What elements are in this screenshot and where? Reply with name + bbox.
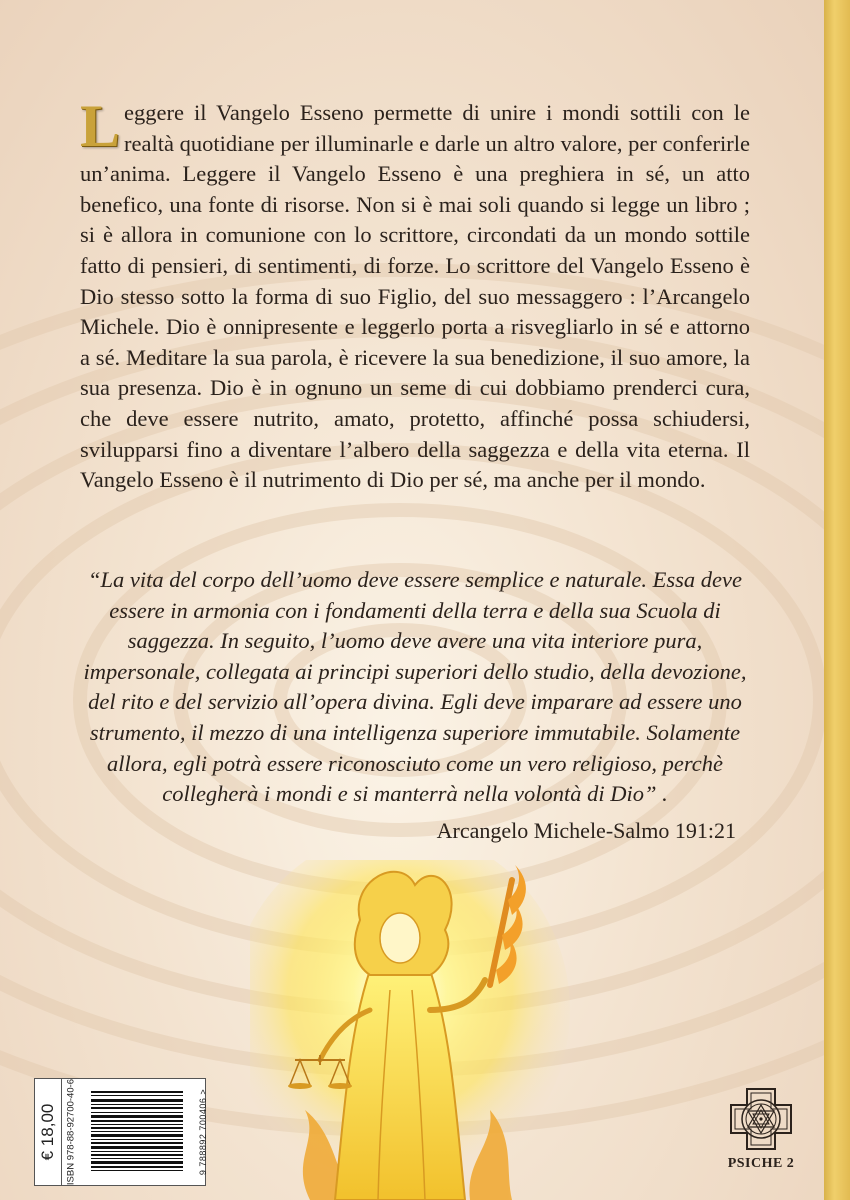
barcode-icon — [91, 1083, 201, 1181]
sri-yantra-icon — [727, 1085, 795, 1153]
isbn-number: ISBN 978-88-92700-40-6 — [65, 1078, 77, 1186]
barcode-label — [34, 1078, 206, 1186]
ean-digits: 9 788892 700406 > — [198, 1088, 208, 1176]
price-panel — [35, 1079, 62, 1185]
isbn-panel — [61, 1078, 208, 1186]
body-paragraph — [80, 93, 750, 496]
publisher-name: PSICHE 2 — [727, 1156, 795, 1171]
body-text: eggere il Vangelo Esseno permette di unire i mondi sottili con le realtà quotidiane per illuminarle e darle un altro valore, per conferirle un’anima. Leggere il Vangelo Esseno è una preghiera in sé, un atto benefico, una fonte di risorse. Non si è mai soli quando si legge un libro ; si è allora in comunione con lo scrittore, circondati da un mondo sottile fatto di pensieri, di sentimenti, di forze. Lo scrittore del Vangelo Esseno è Dio stesso sotto la forma di suo Figlio, del suo messaggero : l’Arcangelo Michele. Dio è onnipresente e leggerlo porta a risvegliarlo in sé e attorno a sé. Meditare la sua parola, è ricevere la sua benedizione, il suo amore, la sua presenza. Dio è in ognuno un seme di cui dobbiamo prenderci cura, che deve essere nutrito, amato, protetto, affinché possa schiudersi, svilupparsi fino a diventare l’albero della saggezza e della vita eterna. Il Vangelo Esseno è il nutrimento di Dio per sé, ma anche per il mondo. — [80, 100, 750, 493]
price: € 18,00 — [38, 1103, 57, 1161]
quote-attribution: Arcangelo Michele-Salmo 191:21 — [436, 818, 736, 843]
spine-edge — [824, 0, 850, 1200]
drop-cap: L — [80, 93, 121, 159]
archangel-michael-figure-icon — [250, 860, 580, 1200]
psalm-quote: “La vita del corpo dell’uomo deve essere semplice e naturale. Essa deve essere in armonia con i fondamenti della terra e della sua Scuola di saggezza. In seguito, l’uomo deve avere una vita interiore pura, impersonale, collegata ai principi superiori dello studio, della devozione, del rito e del servizio all’opera divina. Egli deve imparare ad essere uno strumento, il mezzo di una intelligenza superiore immutabile. Solamente allora, egli potrà essere riconosciuto come un vero religioso, perchè collegherà i mondi e si manterrà nella volontà di Dio” . — [83, 567, 747, 807]
